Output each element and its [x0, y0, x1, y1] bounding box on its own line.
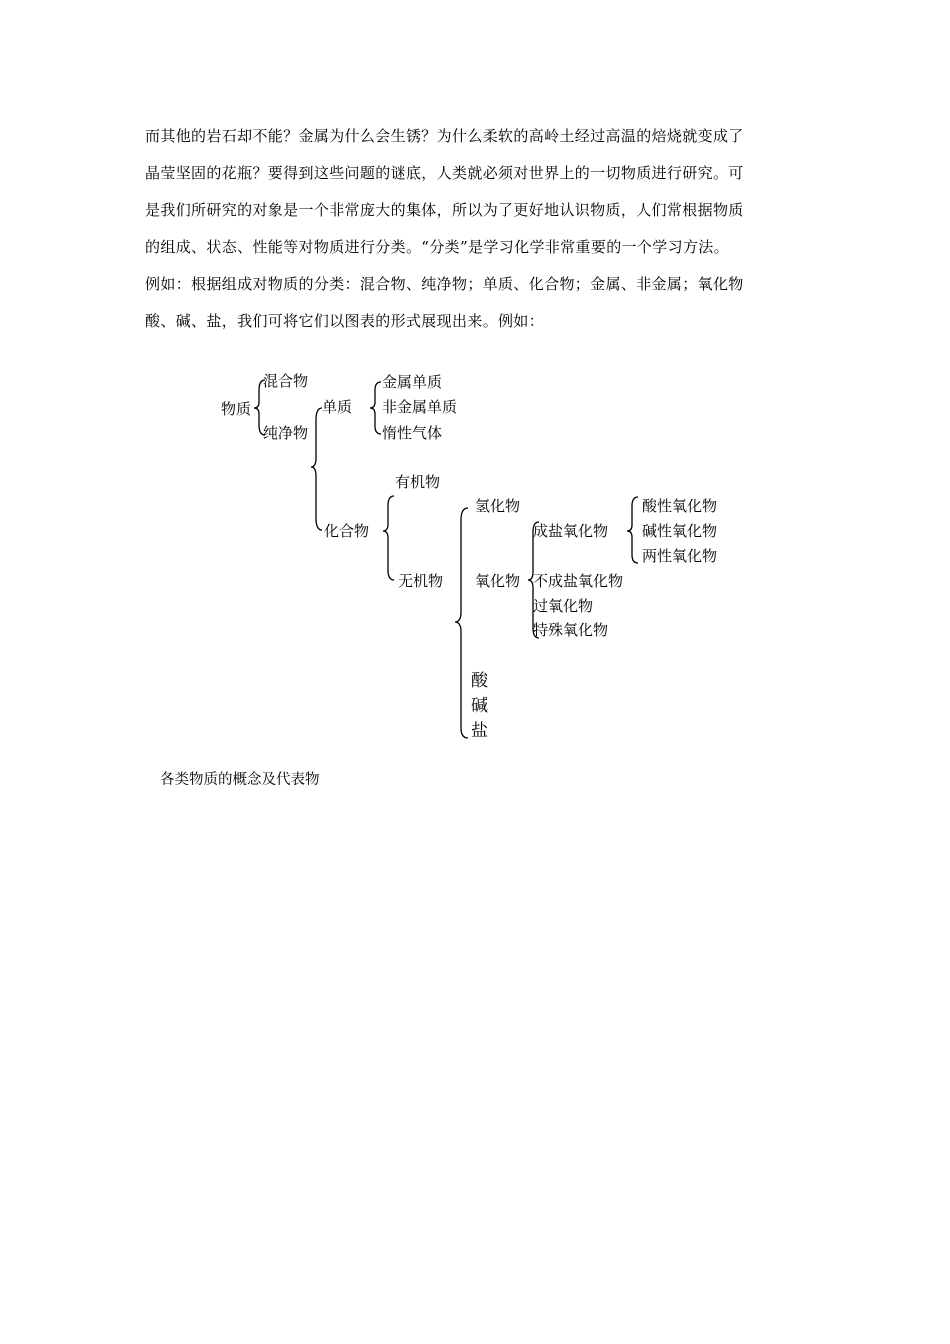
node-pure: 纯净物	[263, 424, 309, 442]
node-metal-element: 金属单质	[382, 373, 443, 391]
node-hydride: 氢化物	[475, 497, 521, 515]
node-mixture: 混合物	[263, 372, 309, 390]
brace-salt-forming	[627, 497, 638, 563]
node-non-salt-forming-oxide: 不成盐氧化物	[533, 572, 624, 590]
node-peroxide: 过氧化物	[533, 597, 594, 615]
brace-compound	[383, 496, 394, 580]
node-noble-gas: 惰性气体	[382, 424, 443, 442]
node-element: 单质	[322, 398, 353, 416]
paragraph-line: 例如：根据组成对物质的分类：混合物、纯净物；单质、化合物；金属、非金属；氧化物	[145, 275, 744, 293]
node-matter: 物质	[221, 400, 252, 418]
node-acidic-oxide: 酸性氧化物	[642, 497, 718, 515]
paragraph-line: 是我们所研究的对象是一个非常庞大的集体，所以为了更好地认识物质，人们常根据物质	[145, 201, 744, 219]
node-acid: 酸	[471, 671, 488, 691]
node-salt: 盐	[471, 721, 488, 741]
node-special-oxide: 特殊氧化物	[533, 621, 609, 639]
section-caption: 各类物质的概念及代表物	[160, 772, 320, 788]
node-organic: 有机物	[395, 473, 441, 491]
node-amphoteric-oxide: 两性氧化物	[642, 547, 718, 565]
node-salt-forming-oxide: 成盐氧化物	[533, 522, 609, 540]
node-nonmetal-element: 非金属单质	[382, 398, 458, 416]
brace-element	[370, 382, 381, 434]
paragraph-line: 而其他的岩石却不能？金属为什么会生锈？为什么柔软的高岭土经过高温的焙烧就变成了	[145, 127, 744, 145]
paragraph-line: 晶莹坚固的花瓶？要得到这些问题的谜底，人类就必须对世界上的一切物质进行研究。可	[145, 164, 744, 182]
node-oxide: 氧化物	[475, 572, 521, 590]
paragraph-line: 的组成、状态、性能等对物质进行分类。“分类”是学习化学非常重要的一个学习方法。	[145, 238, 729, 256]
brace-pure	[311, 408, 322, 530]
brace-inorganic	[455, 508, 468, 738]
node-inorganic: 无机物	[398, 572, 444, 590]
node-base: 碱	[471, 696, 488, 716]
node-basic-oxide: 碱性氧化物	[642, 522, 718, 540]
paragraph-line: 酸、碱、盐，我们可将它们以图表的形式展现出来。例如：	[145, 312, 545, 330]
node-compound: 化合物	[324, 522, 370, 540]
